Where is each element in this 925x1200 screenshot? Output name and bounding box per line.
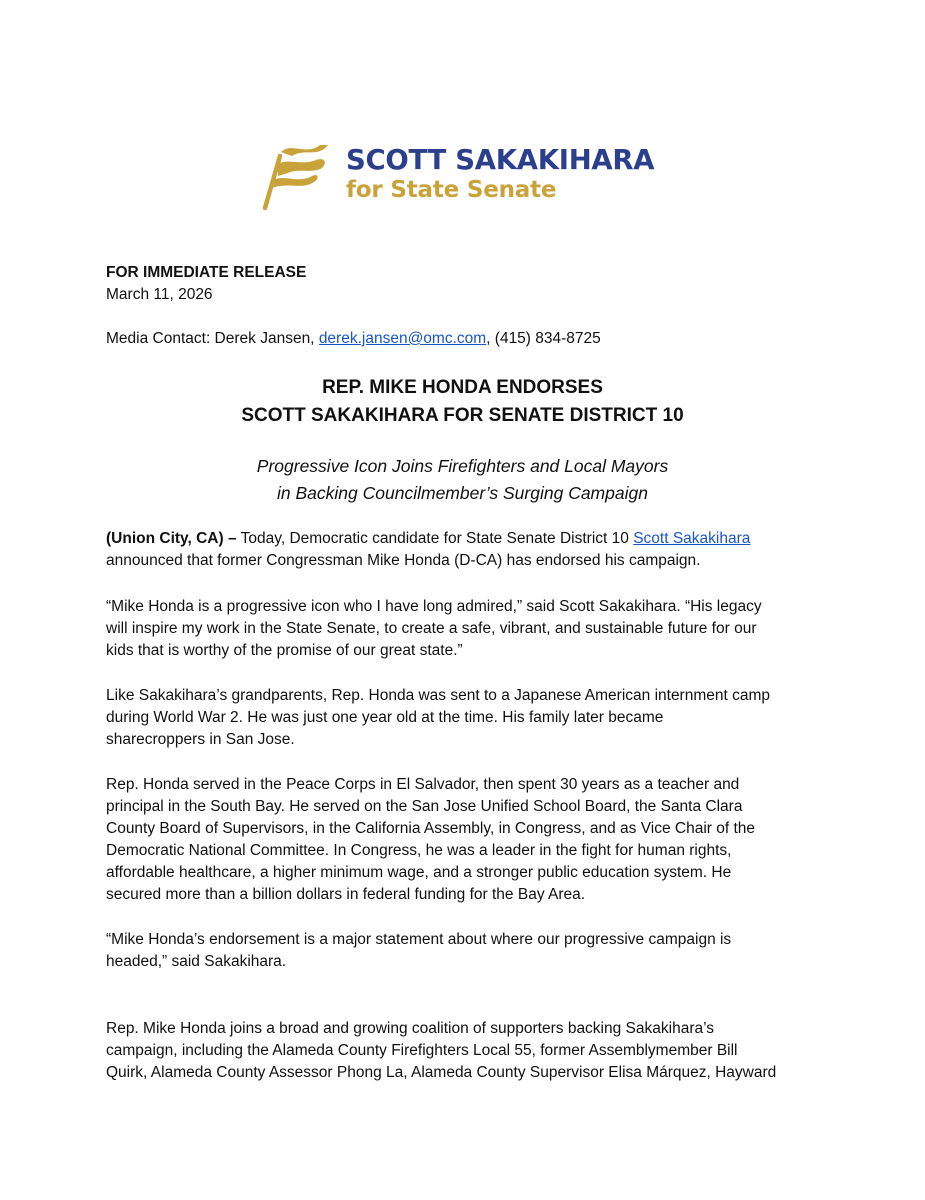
contact-email-link[interactable]: derek.jansen@omc.com (318, 330, 487, 347)
release-date: March 11, 2026 (106, 286, 213, 303)
paragraph-line: affordable healthcare, a higher minimum wage, and a stronger public education system. He (106, 864, 732, 881)
headline-line-1: REP. MIKE HONDA ENDORSES (322, 377, 603, 398)
contact-prefix: Media Contact: Derek Jansen, (106, 330, 319, 347)
release-label: FOR IMMEDIATE RELEASE (106, 264, 307, 281)
paragraph-line: during World War 2. He was just one year old at the time. His family later became (106, 709, 664, 726)
paragraph-line: principal in the South Bay. He served on the San Jose Unified School Board, the Santa Clara (106, 798, 743, 815)
candidate-link[interactable]: Scott Sakakihara (633, 530, 751, 547)
dateline: (Union City, CA) – (106, 530, 237, 547)
subheadline-line-2: in Backing Councilmember’s Surging Campaign (277, 483, 648, 503)
subheadline-line-1: Progressive Icon Joins Firefighters and Local Mayors (256, 456, 669, 476)
paragraph-line: announced that former Congressman Mike Honda (D-CA) has endorsed his campaign. (106, 552, 701, 569)
contact-suffix: , (415) 834-8725 (486, 330, 601, 347)
paragraph-2 (106, 596, 826, 662)
paragraph-line: “Mike Honda’s endorsement is a major statement about where our progressive campaign is (106, 931, 732, 948)
paragraph-line: County Board of Supervisors, in the California Assembly, in Congress, and as Vice Chair of the (106, 820, 756, 837)
paragraph-line: kids that is worthy of the promise of our great state.” (106, 642, 463, 659)
paragraph-4 (106, 774, 826, 906)
headline-line-2: SCOTT SAKAKIHARA FOR SENATE DISTRICT 10 (241, 405, 684, 426)
paragraph-text: Today, Democratic candidate for State Senate District 10 (236, 530, 634, 547)
paragraph-line: Democratic National Committee. In Congress, he was a leader in the fight for human rights, (106, 842, 732, 859)
campaign-logo (262, 140, 662, 215)
flag-s-logo-icon (262, 140, 334, 212)
paragraph-line: will inspire my work in the State Senate, to create a safe, vibrant, and sustainable future for our (106, 620, 757, 637)
paragraph-1 (106, 528, 826, 572)
paragraph-5 (106, 929, 826, 973)
paragraph-6 (106, 1018, 826, 1084)
paragraph-line: Like Sakakihara’s grandparents, Rep. Honda was sent to a Japanese American internment camp (106, 687, 771, 704)
paragraph-line: sharecroppers in San Jose. (106, 731, 295, 748)
paragraph-line: headed,” said Sakakihara. (106, 953, 287, 970)
paragraph-3 (106, 685, 826, 751)
paragraph-line: Rep. Honda served in the Peace Corps in El Salvador, then spent 30 years as a teacher and (106, 776, 740, 793)
paragraph-line (106, 528, 826, 550)
media-contact (106, 328, 826, 350)
paragraph-line: secured more than a billion dollars in federal funding for the Bay Area. (106, 886, 586, 903)
paragraph-line: Quirk, Alameda County Assessor Phong La, Alameda County Supervisor Elisa Márquez, Hayward (106, 1064, 777, 1081)
logo-name: SCOTT SAKAKIHARA (346, 144, 655, 176)
logo-tagline: for State Senate (346, 177, 557, 203)
paragraph-line: campaign, including the Alameda County Firefighters Local 55, former Assemblymember Bill (106, 1042, 738, 1059)
paragraph-line: Rep. Mike Honda joins a broad and growing coalition of supporters backing Sakakihara’s (106, 1020, 715, 1037)
paragraph-line: “Mike Honda is a progressive icon who I have long admired,” said Scott Sakakihara. “His legacy (106, 598, 762, 615)
